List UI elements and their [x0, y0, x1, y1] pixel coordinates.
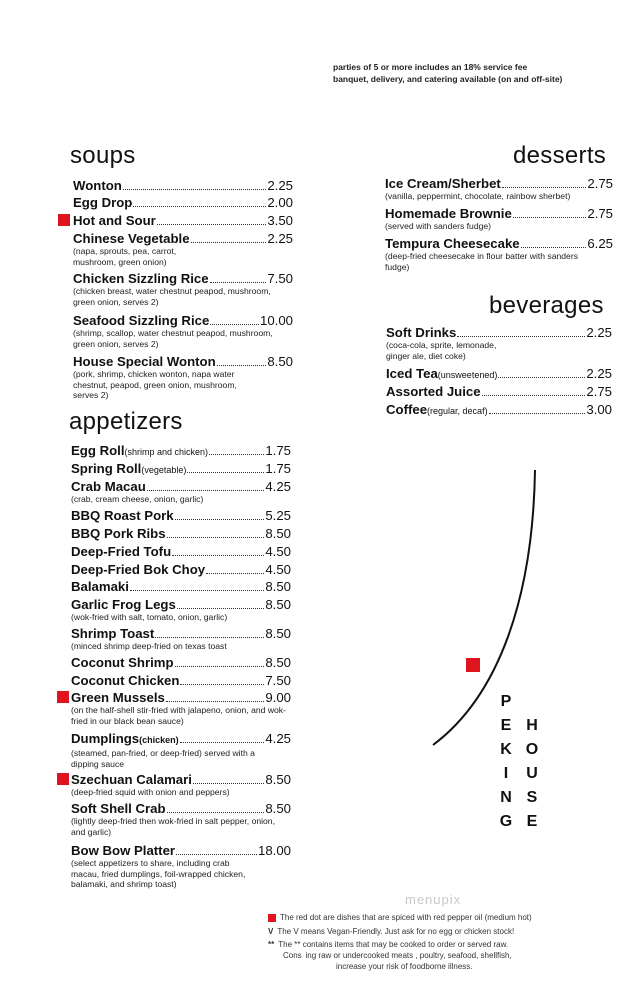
item-name: Ice Cream/Sherbet	[385, 176, 501, 191]
item-name: Soft Shell Crab	[71, 801, 166, 816]
leader-dots	[167, 812, 265, 813]
item-description: (select appetizers to share, including crab macau, fried dumplings, foil-wrapped chicken, balamaki, and shrimp toast)	[71, 858, 246, 889]
logo-word-house	[524, 714, 540, 834]
logo-letter: H	[526, 717, 538, 734]
menu-item-deep-fried-bok-choy	[71, 562, 291, 577]
item-name: Tempura Cheesecake	[385, 236, 520, 251]
item-description: (on the half-shell stir-fried with jalapeno, onion, and wok-fried in our black bean sauce)	[71, 705, 286, 726]
legend-raw-warning-2: Cons ing raw or undercooked meats , poultry, seafood, shellfish,	[283, 951, 512, 960]
menu-item-hot-and-sour	[73, 213, 293, 228]
item-price: 4.25	[265, 731, 291, 746]
item-price: 2.25	[267, 231, 293, 246]
item-price: 3.50	[267, 213, 293, 228]
leader-dots	[166, 701, 265, 702]
menu-item-wonton	[73, 178, 293, 193]
item-price: 5.25	[265, 508, 291, 523]
item-name: BBQ Roast Pork	[71, 508, 174, 523]
item-name: Homemade Brownie	[385, 206, 512, 221]
spicy-marker	[57, 773, 69, 785]
logo-letter: G	[499, 813, 513, 830]
item-price: 10.00	[259, 313, 293, 328]
logo-letter: E	[526, 813, 538, 830]
leader-dots	[157, 224, 267, 225]
item-description: (pork, shrimp, chicken wonton, napa water chestnut, peapod, green onion, mushroom, serves 2)	[73, 369, 237, 400]
item-name: Coconut Shrimp	[71, 655, 174, 670]
item-name: Seafood Sizzling Rice	[73, 313, 210, 328]
item-name: Spring Roll	[71, 461, 142, 476]
spicy-marker	[57, 691, 69, 703]
menu-item-seafood-sizzling-rice	[73, 313, 293, 349]
item-name: Deep-Fried Tofu	[71, 544, 172, 559]
item-description: (napa, sprouts, pea, carrot, mushroom, green onion)	[73, 246, 177, 267]
menu-item-green-mussels	[71, 690, 291, 726]
menu-item-tempura-cheesecake	[385, 236, 613, 272]
logo-red-square	[466, 658, 480, 672]
item-name: Crab Macau	[71, 479, 146, 494]
item-price: 4.50	[265, 562, 291, 577]
leader-dots	[177, 608, 265, 609]
item-price: 8.50	[265, 801, 291, 816]
legend-text: The ** contains items that may be cooked to order or served raw.	[278, 940, 509, 949]
leader-dots	[172, 555, 264, 556]
leader-dots	[206, 573, 264, 574]
item-price: 2.25	[586, 366, 612, 381]
logo-letter: S	[526, 789, 538, 806]
appetizers-heading: appetizers	[69, 408, 183, 435]
item-description: (chicken breast, water chestnut peapod, mushroom, green onion, serves 2)	[73, 286, 271, 307]
leader-dots	[176, 854, 257, 855]
leader-dots	[130, 590, 264, 591]
item-description: (steamed, pan-fried, or deep-fried) served with a dipping sauce	[71, 748, 255, 769]
menu-item-soft-shell-crab	[71, 801, 291, 837]
leader-dots	[133, 206, 266, 207]
menu-item-szechuan-calamari	[71, 772, 291, 798]
item-name: House Special Wonton	[73, 354, 216, 369]
leader-dots	[482, 395, 586, 396]
item-price: 9.00	[265, 690, 291, 705]
item-name: Assorted Juice	[386, 384, 481, 399]
logo-letter: K	[500, 741, 512, 758]
item-name: Chinese Vegetable	[73, 231, 190, 246]
menu-item-iced-tea	[386, 366, 612, 383]
menu-item-egg-drop	[73, 195, 293, 210]
item-price: 8.50	[265, 655, 291, 670]
item-name: Balamaki	[71, 579, 129, 594]
item-note: (regular, decaf)	[427, 406, 488, 416]
item-name: BBQ Pork Ribs	[71, 526, 166, 541]
vegan-icon: V	[268, 927, 274, 936]
item-price: 8.50	[265, 526, 291, 541]
item-price: 8.50	[265, 597, 291, 612]
menu-item-garlic-frog-legs	[71, 597, 291, 623]
item-name: Garlic Frog Legs	[71, 597, 176, 612]
menu-item-assorted-juice	[386, 384, 612, 399]
item-name: Shrimp Toast	[71, 626, 155, 641]
logo-letter: I	[503, 765, 509, 782]
catering-note: banquet, delivery, and catering available (on and off-site)	[333, 74, 563, 84]
soups-heading: soups	[70, 142, 136, 169]
menu-item-deep-fried-tofu	[71, 544, 291, 559]
menu-item-bbq-pork-ribs	[71, 526, 291, 541]
item-price: 8.50	[267, 354, 293, 369]
item-description: (coca-cola, sprite, lemonade, ginger ale, diet coke)	[386, 340, 497, 361]
item-description: (vanilla, peppermint, chocolate, rainbow sherbet)	[385, 191, 571, 201]
legend-red-dot	[268, 912, 532, 923]
menu-item-spring-roll	[71, 461, 291, 478]
item-price: 18.00	[257, 843, 291, 858]
logo-letter: O	[525, 741, 539, 758]
leader-dots	[123, 189, 267, 190]
leader-dots	[521, 247, 587, 248]
item-price: 2.75	[587, 206, 613, 221]
leader-dots	[217, 365, 267, 366]
menu-item-soft-drinks	[386, 325, 612, 361]
item-name: Egg Drop	[73, 195, 133, 210]
item-price: 1.75	[265, 461, 291, 476]
item-price: 8.50	[265, 626, 291, 641]
item-price: 2.00	[267, 195, 293, 210]
logo-word-peking	[498, 690, 514, 834]
item-note: (vegetable)	[141, 465, 187, 475]
item-name: Deep-Fried Bok Choy	[71, 562, 206, 577]
item-description: (deep-fried cheesecake in flour batter with sanders fudge)	[385, 251, 578, 272]
leader-dots	[147, 490, 265, 491]
logo-curve	[425, 465, 545, 750]
menu-item-shrimp-toast	[71, 626, 291, 652]
menu-item-coconut-shrimp	[71, 655, 291, 670]
item-price: 4.50	[265, 544, 291, 559]
item-description: (lightly deep-fried then wok-fried in salt pepper, onion, and garlic)	[71, 816, 275, 837]
leader-dots	[167, 537, 265, 538]
leader-dots	[180, 742, 265, 743]
menu-item-bow-bow-platter	[71, 843, 291, 890]
leader-dots	[175, 519, 265, 520]
logo-letter: E	[500, 717, 512, 734]
item-description: (crab, cream cheese, onion, garlic)	[71, 494, 204, 504]
desserts-heading: desserts	[513, 142, 607, 169]
leader-dots	[155, 637, 264, 638]
leader-dots	[489, 413, 586, 414]
item-name: Chicken Sizzling Rice	[73, 271, 209, 286]
item-name: Dumplings	[71, 731, 140, 746]
menu-item-chicken-sizzling-rice	[73, 271, 293, 307]
spicy-marker	[58, 214, 70, 226]
legend-vegan	[268, 926, 514, 937]
leader-dots	[175, 666, 265, 667]
menu-item-house-special-wonton	[73, 354, 293, 401]
service-fee-note: parties of 5 or more includes an 18% service fee	[333, 62, 528, 72]
legend-text: The red dot are dishes that are spiced with red pepper oil (medium hot)	[280, 913, 532, 922]
item-description: (served with sanders fudge)	[385, 221, 492, 231]
item-name: Coconut Chicken	[71, 673, 180, 688]
item-name: Green Mussels	[71, 690, 165, 705]
item-price: 2.25	[586, 325, 612, 340]
menu-item-chinese-vegetable	[73, 231, 293, 267]
leader-dots	[457, 336, 585, 337]
item-description: (shrimp, scallop, water chestnut peapod, mushroom, green onion, serves 2)	[73, 328, 273, 349]
item-name: Coffee	[386, 402, 428, 417]
menu-item-ice-cream-sherbet	[385, 176, 613, 202]
item-name: Hot and Sour	[73, 213, 156, 228]
item-note: (shrimp and chicken)	[124, 447, 209, 457]
item-description: (deep-fried squid with onion and peppers)	[71, 787, 230, 797]
item-note: (unsweetened)	[437, 370, 498, 380]
leader-dots	[209, 454, 264, 455]
menu-item-balamaki	[71, 579, 291, 594]
item-name: Bow Bow Platter	[71, 843, 176, 858]
menu-item-dumplings	[71, 731, 291, 769]
item-name: Egg Roll	[71, 443, 125, 458]
item-description: (wok-fried with salt, tomato, onion, garlic)	[71, 612, 228, 622]
item-name: Szechuan Calamari	[71, 772, 192, 787]
leader-dots	[187, 472, 264, 473]
item-note: (chicken)	[139, 735, 179, 745]
leader-dots	[513, 217, 587, 218]
item-price: 4.25	[265, 479, 291, 494]
item-price: 2.75	[587, 176, 613, 191]
beverages-heading: beverages	[489, 292, 604, 319]
red-dot-icon	[268, 914, 276, 922]
menu-item-egg-roll	[71, 443, 291, 460]
service-note	[333, 61, 562, 85]
asterisk-icon: **	[268, 940, 275, 949]
menu-item-bbq-roast-pork	[71, 508, 291, 523]
legend-text: The V means Vegan-Friendly. Just ask for no egg or chicken stock!	[277, 927, 515, 936]
item-description: (minced shrimp deep-fried on texas toast	[71, 641, 227, 651]
leader-dots	[191, 242, 267, 243]
leader-dots	[193, 783, 264, 784]
item-price: 7.50	[267, 271, 293, 286]
legend-raw-warning-3: increase your risk of foodborne illness.	[336, 962, 473, 971]
item-price: 8.50	[265, 772, 291, 787]
leader-dots	[210, 282, 267, 283]
logo-letter: N	[500, 789, 512, 806]
item-price: 7.50	[265, 673, 291, 688]
logo-letter: P	[500, 693, 512, 710]
logo-letter: U	[526, 765, 538, 782]
menu-item-homemade-brownie	[385, 206, 613, 232]
item-name: Soft Drinks	[386, 325, 457, 340]
leader-dots	[210, 324, 259, 325]
item-price: 8.50	[265, 579, 291, 594]
leader-dots	[498, 377, 585, 378]
leader-dots	[502, 187, 587, 188]
item-price: 2.25	[267, 178, 293, 193]
item-price: 3.00	[586, 402, 612, 417]
item-name: Iced Tea	[386, 366, 438, 381]
watermark: menupix	[405, 892, 462, 907]
legend-raw-warning	[268, 939, 508, 950]
item-price: 6.25	[587, 236, 613, 251]
menu-item-coconut-chicken	[71, 673, 291, 688]
menu-item-coffee	[386, 402, 612, 419]
item-name: Wonton	[73, 178, 122, 193]
leader-dots	[180, 684, 264, 685]
menu-item-crab-macau	[71, 479, 291, 505]
item-price: 2.75	[586, 384, 612, 399]
item-price: 1.75	[265, 443, 291, 458]
